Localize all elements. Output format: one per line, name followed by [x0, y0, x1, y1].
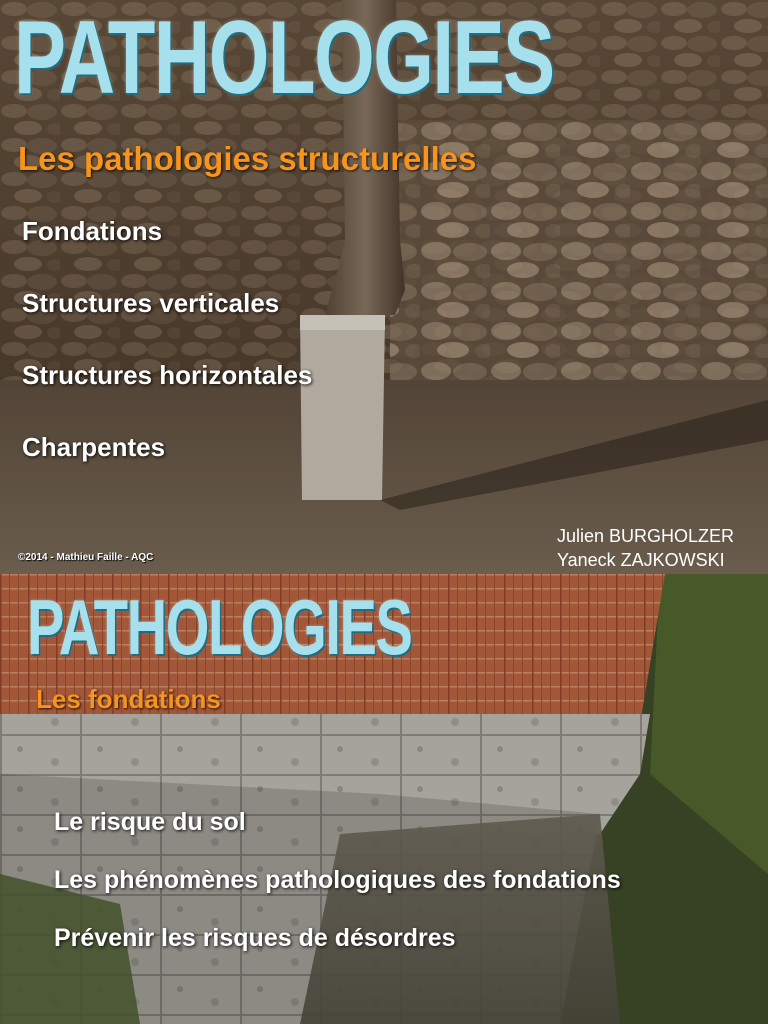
author-name: Yaneck ZAJKOWSKI [556, 550, 725, 570]
slide-subtitle: Les fondations [36, 684, 221, 714]
author-name: Julien BURGHOLZER [556, 526, 734, 546]
list-item-vertical-structures: Structures verticales [22, 288, 280, 318]
list-item-foundation-phenomena: Les phénomènes pathologiques des fondations [54, 866, 621, 894]
list-item-prevent-risks: Prévenir les risques de désordres [54, 924, 456, 952]
list-item-roof-frames: Charpentes [22, 432, 166, 462]
list-item-foundations: Fondations [22, 216, 163, 246]
slide-title: PATHOLOGIES [14, 0, 554, 116]
list-item-soil-risk: Le risque du sol [54, 808, 246, 836]
slide-foundations [0, 574, 768, 1024]
slide-title: PATHOLOGIES [27, 583, 412, 671]
authors [557, 524, 734, 572]
photo-credit: ©2014 - Mathieu Faille - AQC [18, 552, 154, 563]
list-item-horizontal-structures: Structures horizontales [22, 360, 313, 390]
slide-subtitle: Les pathologies structurelles [18, 140, 477, 177]
